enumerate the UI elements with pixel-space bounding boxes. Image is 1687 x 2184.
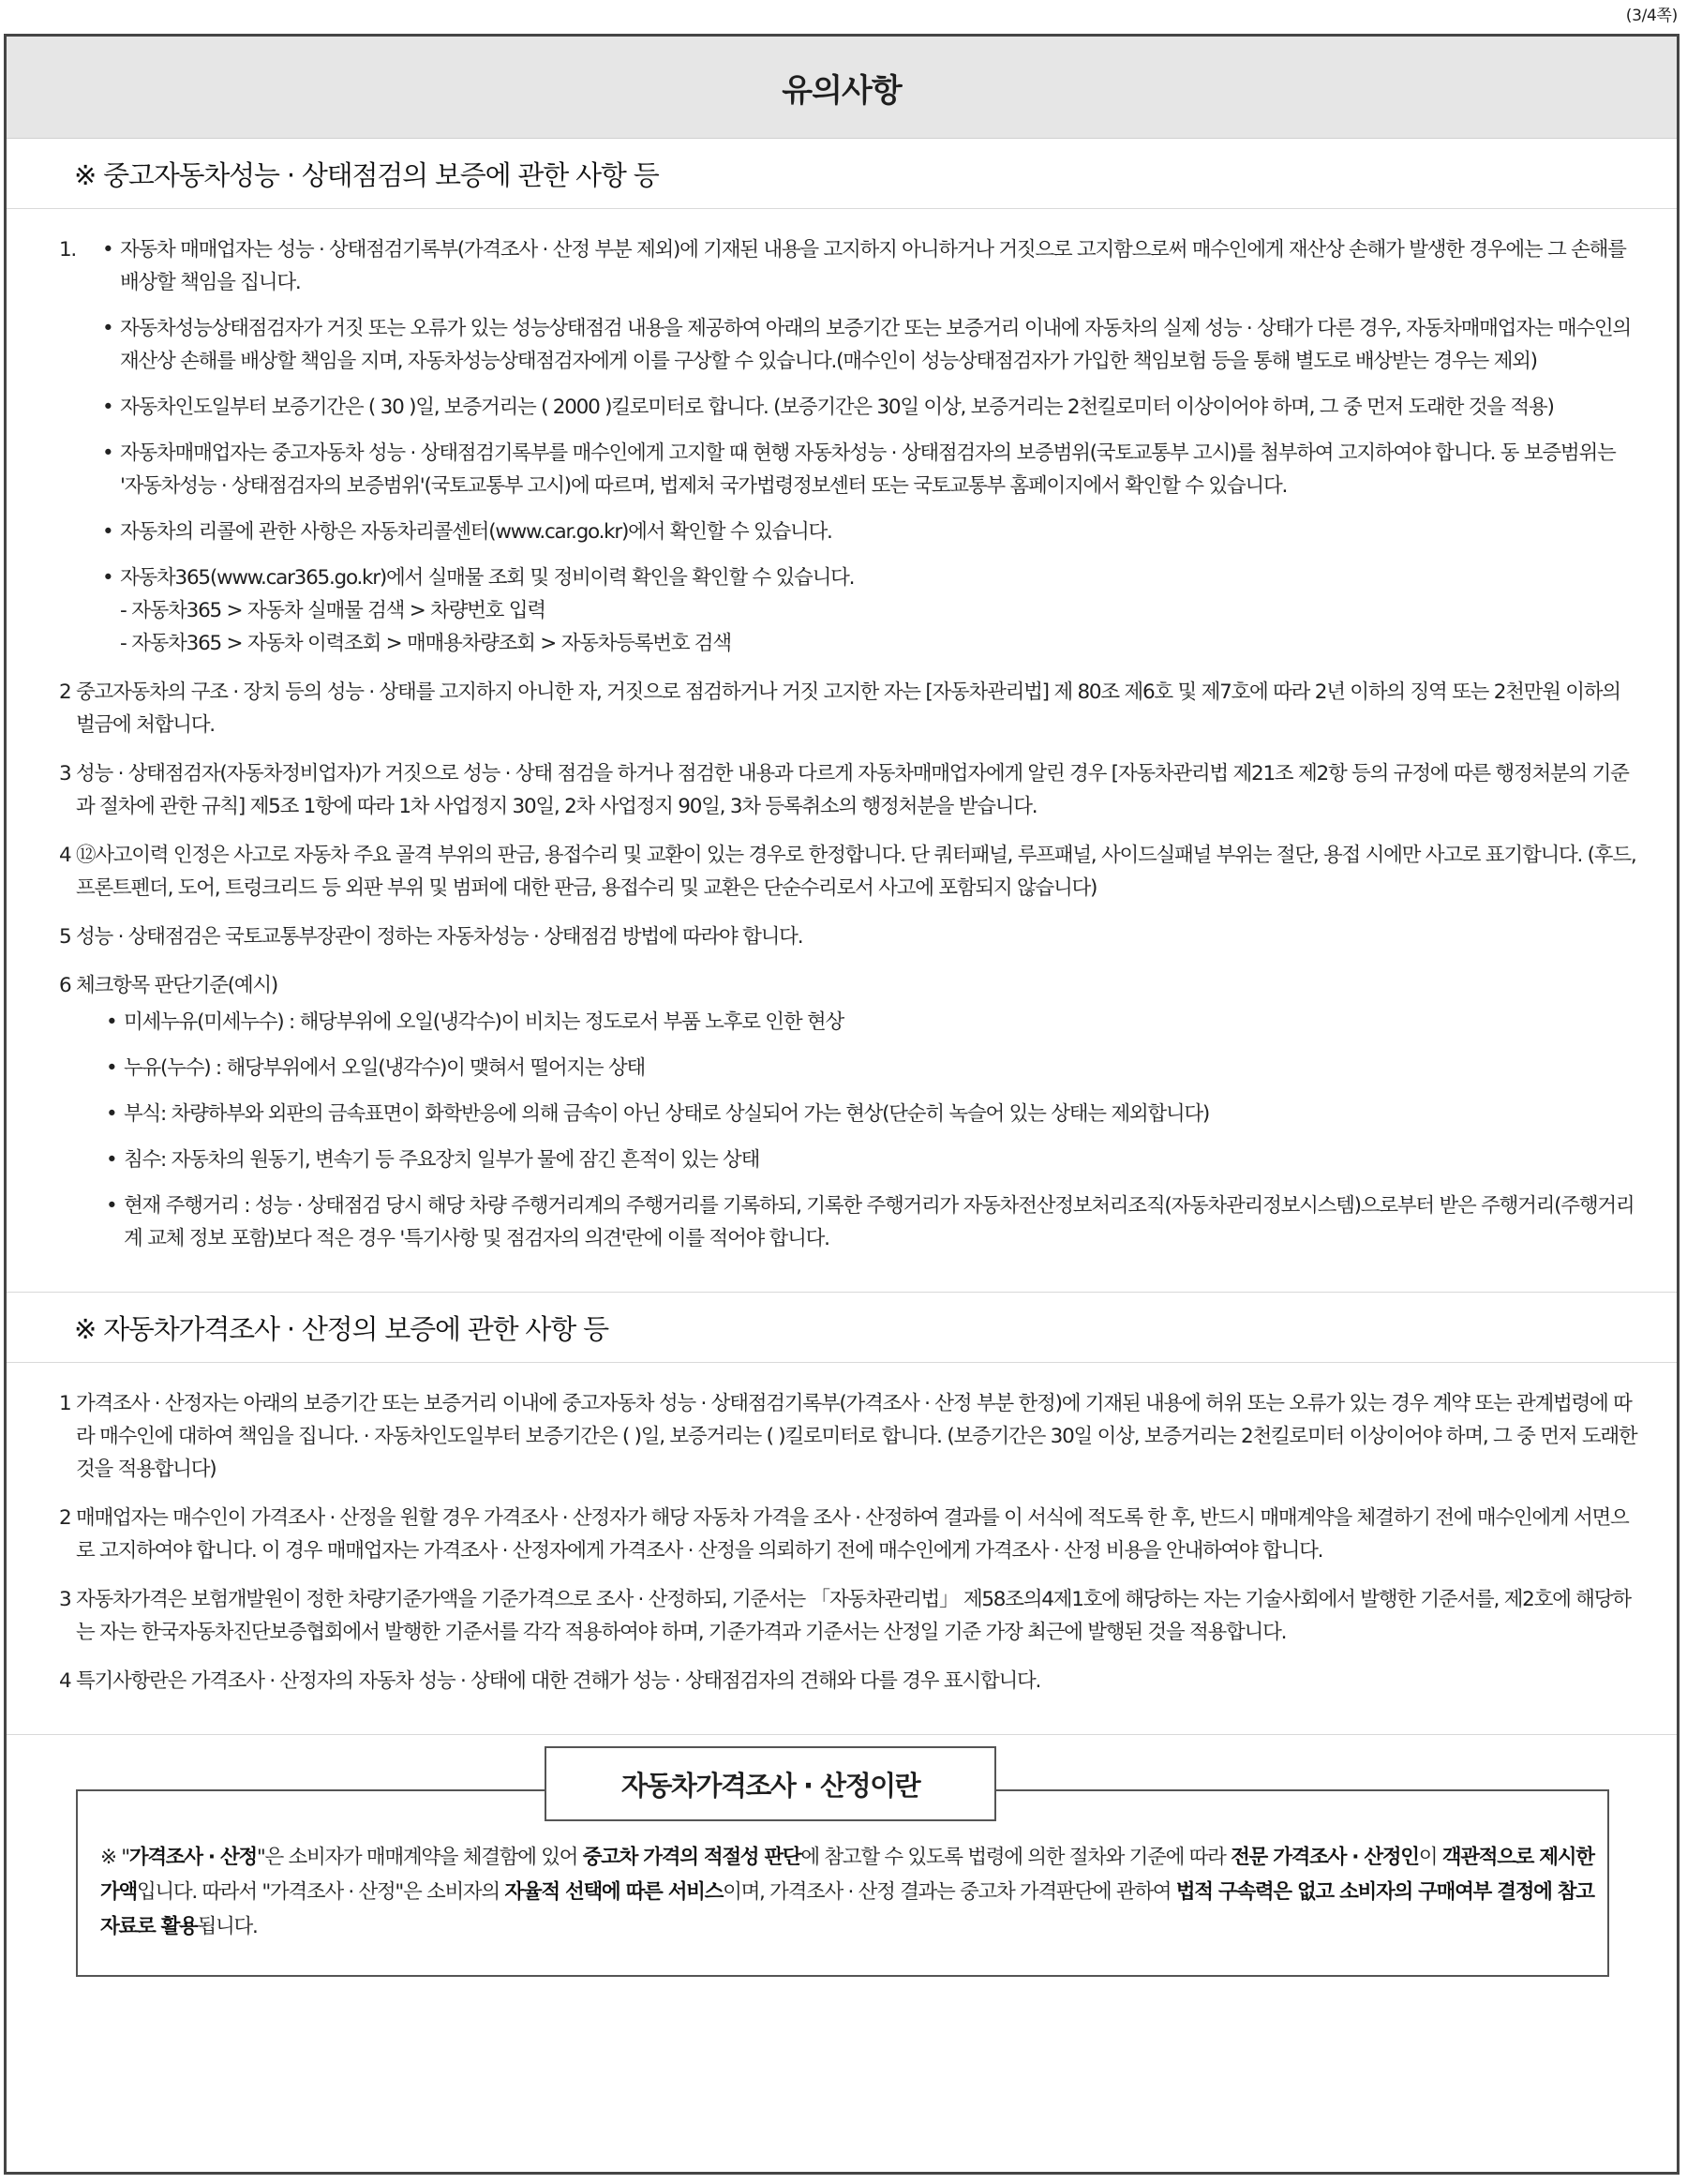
car365-text: • 자동차365(www.car365.go.kr)에서 실매물 조회 및 정비이력 확인을 확인할 수 있습니다. bbox=[120, 566, 855, 590]
section1-item-4 bbox=[59, 839, 1639, 905]
info-text-part: 이 bbox=[1418, 1846, 1442, 1869]
car365-path-2: - 자동차365 > 자동차 이력조회 > 매매용차량조회 > 자동차등록번호 검색 bbox=[120, 632, 731, 655]
info-section bbox=[7, 1735, 1677, 1999]
item-number: 1. bbox=[59, 238, 77, 262]
list-item: • 미세누유(미세누수) : 해당부위에 오일(냉각수)이 비치는 정도로서 부품 노후로 인한 현상 bbox=[106, 1006, 1639, 1039]
item-text: ⑫사고이력 인정은 사고로 자동차 주요 골격 부위의 판금, 용접수리 및 교환이 있는 경우로 한정합니다. 단 쿼터패널, 루프패널, 사이드실패널 부위는 절단, 용접 시에만 사고로 표기합니다. (후드, 프론트펜더, 도어, 트렁크리드 등 외판 부위 및 범퍼에 대한 판금, 용접수리 및 교환은 단순수리로서 사고에 포함되지 않습니다) bbox=[76, 844, 1636, 900]
list-item: • 누유(누수) : 해당부위에서 오일(냉각수)이 맺혀서 떨어지는 상태 bbox=[106, 1052, 1639, 1085]
info-text-part: 됩니다. bbox=[197, 1915, 258, 1938]
item-number: 1 bbox=[59, 1392, 71, 1415]
info-text-part: 이며, 가격조사 · 산정 결과는 중고차 가격판단에 관하여 bbox=[723, 1880, 1176, 1904]
item-number: 3 bbox=[59, 762, 71, 785]
info-text-part: "은 소비자가 매매계약을 체결함에 있어 bbox=[256, 1846, 583, 1869]
page-title: 유의사항 bbox=[7, 37, 1677, 139]
info-text-bold: 중고차 가격의 적절성 판단 bbox=[582, 1846, 801, 1869]
info-text-bold: 객관적으로 제시한 가액 bbox=[100, 1846, 1594, 1904]
info-text-bold: 자율적 선택에 따른 서비스 bbox=[504, 1880, 724, 1904]
info-text-bold: 전문 가격조사 · 산정인 bbox=[1231, 1846, 1419, 1869]
section1-item-5 bbox=[59, 920, 1639, 953]
item-text: 매매업자는 매수인이 가격조사 · 산정을 원할 경우 가격조사 · 산정자가 해당 자동차 가격을 조사 · 산정하여 결과를 이 서식에 적도록 한 후, 반드시 매매계약을 체결하기 전에 매수인에게 서면으로 고지하여야 합니다. 이 경우 매매업자는 가격조사 · 산정자에게 가격조사 · 산정을 의뢰하기 전에 매수인에게 가격조사 · 산정 비용을 안내하여야 합니다. bbox=[76, 1506, 1629, 1563]
item6-bullet-list bbox=[106, 1006, 1639, 1255]
list-item: • 자동차의 리콜에 관한 사항은 자동차리콜센터(www.car.go.kr)에서 확인할 수 있습니다. bbox=[102, 516, 1639, 548]
item-text: 자동차가격은 보험개발원이 정한 차량기준가액을 기준가격으로 조사 · 산정하되, 기준서는 「자동차관리법」 제58조의4제1호에 해당하는 자는 기술사회에서 발행한 기준서를, 제2호에 해당하는 자는 한국자동차진단보증협회에서 발행한 기준서를 각각 적용하여야 하며, 기준가격과 기준서는 산정일 기준 가장 최근에 발행된 것을 적용합니다. bbox=[76, 1588, 1631, 1644]
list-item: • 부식: 차량하부와 외판의 금속표면이 화학반응에 의해 금속이 아닌 상태로 상실되어 가는 현상(단순히 녹슬어 있는 상태는 제외합니다) bbox=[106, 1098, 1639, 1130]
notice-frame bbox=[4, 34, 1680, 2175]
item-number: 4 bbox=[59, 1669, 71, 1693]
info-text-part: 에 참고할 수 있도록 법령에 의한 절차와 기준에 따라 bbox=[800, 1846, 1232, 1869]
section2-item-1 bbox=[59, 1387, 1639, 1486]
item-text: 체크항목 판단기준(예시) bbox=[76, 974, 278, 997]
car365-path-1: - 자동차365 > 자동차 실매물 검색 > 차량번호 입력 bbox=[120, 599, 545, 622]
info-text-bold: 법적 구속력은 없고 소비자의 구매여부 결정에 참고자료로 활용 bbox=[100, 1880, 1594, 1938]
page-number: (3/4쪽) bbox=[1625, 7, 1678, 25]
info-text bbox=[100, 1840, 1609, 1944]
list-item: • 자동차 매매업자는 성능 · 상태점검기록부(가격조사 · 산정 부분 제외)에 기재된 내용을 고지하지 아니하거나 거짓으로 고지함으로써 매수인에게 재산상 손해가 발생한 경우에는 그 손해를 배상할 책임을 집니다. bbox=[102, 233, 1639, 299]
section2-item-3 bbox=[59, 1583, 1639, 1649]
info-text-bold: 가격조사 · 산정 bbox=[128, 1846, 257, 1869]
item-text: 성능 · 상태점검자(자동차정비업자)가 거짓으로 성능 · 상태 점검을 하거나 점검한 내용과 다르게 자동차매매업자에게 알린 경우 [자동차관리법 제21조 제2항 등의 규정에 따른 행정처분의 기준과 절차에 관한 규칙] 제5조 1항에 따라 1차 사업정지 30일, 2차 사업정지 90일, 3차 등록취소의 행정처분을 받습니다. bbox=[76, 762, 1629, 818]
section2-heading: ※ 자동차가격조사 · 산정의 보증에 관한 사항 등 bbox=[7, 1292, 1677, 1363]
section1-item-3 bbox=[59, 757, 1639, 823]
info-title: 자동차가격조사 · 산정이란 bbox=[545, 1746, 996, 1821]
section2-item-2 bbox=[59, 1502, 1639, 1567]
list-item: • 현재 주행거리 : 성능 · 상태점검 당시 해당 차량 주행거리계의 주행거리를 기록하되, 기록한 주행거리가 자동차전산정보처리조직(자동차관리정보시스템)으로부터 받은 주행거리(주행거리계 교체 정보 포함)보다 적은 경우 '특기사항 및 점검자의 의견'란에 이를 적어야 합니다. bbox=[106, 1189, 1639, 1255]
item-text: 성능 · 상태점검은 국토교통부장관이 정하는 자동차성능 · 상태점검 방법에 따라야 합니다. bbox=[76, 925, 803, 949]
list-item: • 자동차성능상태점검자가 거짓 또는 오류가 있는 성능상태점검 내용을 제공하여 아래의 보증기간 또는 보증거리 이내에 자동차의 실제 성능 · 상태가 다른 경우, 자동차매매업자는 매수인의 재산상 손해를 배상할 책임을 지며, 자동차성능상태점검자에게 이를 구상할 수 있습니다.(매수인이 성능상태점검자가 가입한 책임보험 등을 통해 별도로 배상받는 경우는 제외) bbox=[102, 312, 1639, 378]
item-number: 5 bbox=[59, 925, 71, 949]
section1-item-6 bbox=[59, 969, 1639, 1255]
list-item-car365 bbox=[102, 561, 1639, 660]
item-number: 6 bbox=[59, 974, 71, 997]
list-item: • 침수: 자동차의 원동기, 변속기 등 주요장치 일부가 물에 잠긴 흔적이 있는 상태 bbox=[106, 1144, 1639, 1176]
info-text-part: ※ " bbox=[100, 1846, 129, 1869]
list-item: • 자동차인도일부터 보증기간은 ( 30 )일, 보증거리는 ( 2000 )킬로미터로 합니다. (보증기간은 30일 이상, 보증거리는 2천킬로미터 이상이어야 하며, 그 중 먼저 도래한 것을 적용) bbox=[102, 391, 1639, 424]
section2-body bbox=[7, 1363, 1677, 1735]
section1-item-1 bbox=[59, 233, 1639, 660]
item1-bullet-list bbox=[102, 233, 1639, 660]
item-text: 특기사항란은 가격조사 · 산정자의 자동차 성능 · 상태에 대한 견해가 성능 · 상태점검자의 견해와 다를 경우 표시합니다. bbox=[76, 1669, 1041, 1693]
info-text-part: 입니다. 따라서 "가격조사 · 산정"은 소비자의 bbox=[136, 1880, 505, 1904]
item-number: 3 bbox=[59, 1588, 71, 1611]
item-number: 2 bbox=[59, 681, 71, 704]
item-text: 중고자동차의 구조 · 장치 등의 성능 · 상태를 고지하지 아니한 자, 거짓으로 점검하거나 거짓 고지한 자는 [자동차관리법] 제 80조 제6호 및 제7호에 따라 2년 이하의 징역 또는 2천만원 이하의 벌금에 처합니다. bbox=[76, 681, 1620, 737]
item-text: 가격조사 · 산정자는 아래의 보증기간 또는 보증거리 이내에 중고자동차 성능 · 상태점검기록부(가격조사 · 산정 부분 한정)에 기재된 내용에 허위 또는 오류가 있는 경우 계약 또는 관계법령에 따라 매수인에 대하여 책임을 집니다. · 자동차인도일부터 보증기간은 ( )일, 보증거리는 ( )킬로미터로 합니다. (보증기간은 30일 이상, 보증거리는 2천킬로미터 이상이어야 하며, 그 중 먼저 도래한 것을 적용합니다) bbox=[76, 1392, 1637, 1481]
section1-item-2 bbox=[59, 676, 1639, 741]
item-number: 4 bbox=[59, 844, 71, 867]
item-number: 2 bbox=[59, 1506, 71, 1530]
section2-item-4 bbox=[59, 1665, 1639, 1698]
section1-body bbox=[7, 209, 1677, 1292]
list-item: • 자동차매매업자는 중고자동차 성능 · 상태점검기록부를 매수인에게 고지할 때 현행 자동차성능 · 상태점검자의 보증범위(국토교통부 고시)를 첨부하여 고지하여야 합니다. 동 보증범위는 '자동차성능 · 상태점검자의 보증범위'(국토교통부 고시)에 따르며, 법제처 국가법령정보센터 또는 국토교통부 홈페이지에서 확인할 수 있습니다. bbox=[102, 437, 1639, 502]
section1-heading: ※ 중고자동차성능 · 상태점검의 보증에 관한 사항 등 bbox=[7, 139, 1677, 209]
